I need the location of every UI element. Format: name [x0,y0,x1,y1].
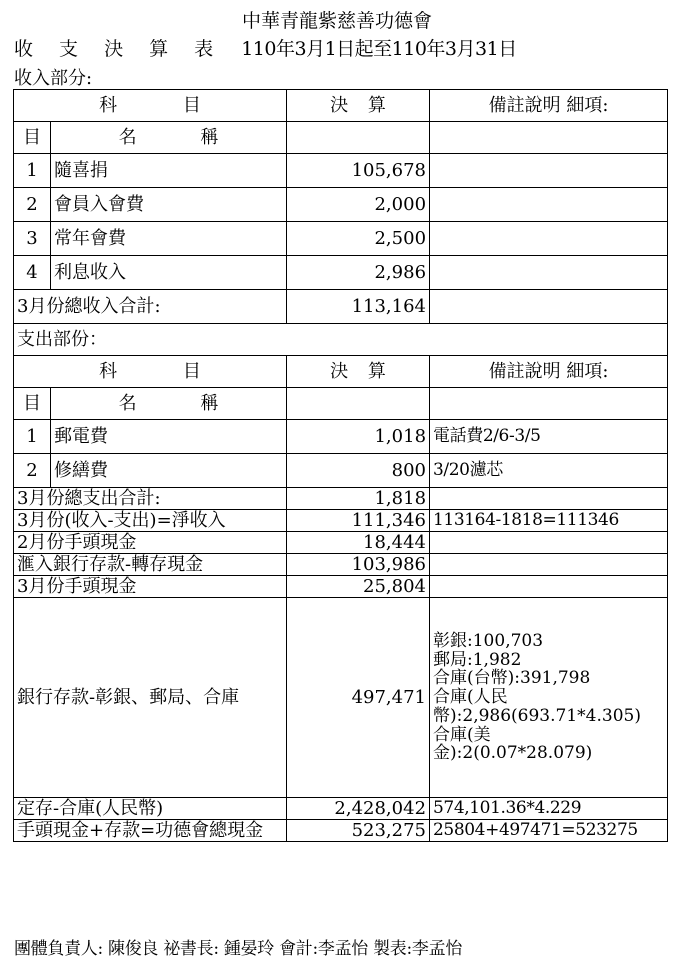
item-note: 電話費2/6-3/5 [430,420,668,454]
expense-subheader-row [14,388,668,420]
income-row [14,188,668,222]
summary-label: 3月份手頭現金 [14,576,287,598]
summary-label: 3月份總支出合計: [14,488,287,510]
income-total-label: 3月份總收入合計: [14,290,287,324]
item-no: 4 [14,256,51,290]
income-total-row [14,290,668,324]
report-headline [14,34,517,61]
empty-cell [287,122,430,154]
item-amount: 2,000 [287,188,430,222]
empty-cell [287,388,430,420]
summary-label: 2月份手頭現金 [14,532,287,554]
item-name: 郵電費 [51,420,287,454]
item-amount: 105,678 [287,154,430,188]
bank-label: 銀行存款-彰銀、郵局、合庫 [14,598,287,798]
item-no-header: 目 [14,388,51,420]
settlement-header: 決 算 [287,356,430,388]
item-note [430,256,668,290]
item-amount: 800 [287,454,430,488]
empty-cell [430,290,668,324]
item-no: 2 [14,454,51,488]
summary-amount: 111,346 [287,510,430,532]
item-name: 利息收入 [51,256,287,290]
final-amount: 2,428,042 [287,798,430,820]
income-header-row [14,90,668,122]
item-no: 1 [14,420,51,454]
summary-label: 滙入銀行存款-轉存現金 [14,554,287,576]
final-note: 25804+497471=523275 [430,820,668,842]
summary-row [14,532,668,554]
summary-row [14,510,668,532]
item-no: 1 [14,154,51,188]
bank-note-line: 合庫(美 [433,724,491,745]
final-label: 定存-合庫(人民幣) [14,798,287,820]
bank-note-line: 彰銀:100,703 [433,631,544,652]
summary-row [14,554,668,576]
final-note: 574,101.36*4.229 [430,798,668,820]
item-amount: 2,500 [287,222,430,256]
summary-note [430,532,668,554]
subject-header: 科 目 [14,90,287,122]
item-name-header: 名 稱 [51,122,287,154]
subject-header: 科 目 [14,356,287,388]
item-amount: 1,018 [287,420,430,454]
item-amount: 2,986 [287,256,430,290]
summary-row [14,576,668,598]
bank-note-line: 合庫(台幣):391,798 [433,668,591,689]
item-note [430,188,668,222]
item-name-header: 名 稱 [51,388,287,420]
expense-section-label: 支出部份： [14,324,668,356]
summary-row [14,488,668,510]
budget-table [13,89,668,842]
expense-header-row [14,356,668,388]
final-row [14,798,668,820]
bank-note-line: 郵局:1,982 [433,649,522,670]
item-name: 會員入會費 [51,188,287,222]
remarks-header: 備註說明 細項: [430,356,668,388]
signatories-footer: 團體負責人: 陳俊良 祕書長: 鍾晏玲 會計:李孟怡 製表:李孟怡 [14,939,463,959]
summary-note [430,488,668,510]
empty-cell [430,388,668,420]
item-note [430,222,668,256]
income-row [14,154,668,188]
final-amount: 523,275 [287,820,430,842]
bank-deposit-row [14,598,668,798]
empty-cell [430,122,668,154]
bank-note [430,598,668,798]
income-subheader-row [14,122,668,154]
item-name: 常年會費 [51,222,287,256]
item-no-header: 目 [14,122,51,154]
report-period: 110年3月1日起至110年3月31日 [241,38,517,60]
bank-note-line: 金):2(0.07*28.079) [433,743,593,764]
final-row [14,820,668,842]
summary-amount: 1,818 [287,488,430,510]
expense-row [14,454,668,488]
summary-note [430,576,668,598]
final-label: 手頭現金+存款=功德會總現金 [14,820,287,842]
summary-note: 113164-1818=111346 [430,510,668,532]
item-name: 隨喜捐 [51,154,287,188]
organization-name: 中華青龍紫慈善功德會 [241,10,432,32]
income-section-label: 收入部分: [14,68,93,89]
item-no: 2 [14,188,51,222]
bank-note-line: 幣):2,986(693.71*4.305) [433,705,641,726]
income-row [14,256,668,290]
summary-amount: 25,804 [287,576,430,598]
income-row [14,222,668,256]
item-name: 修繕費 [51,454,287,488]
expense-row [14,420,668,454]
summary-label: 3月份(收入-支出)=淨收入 [14,510,287,532]
income-total-amount: 113,164 [287,290,430,324]
settlement-header: 決 算 [287,90,430,122]
expense-section-row [14,324,668,356]
summary-amount: 103,986 [287,554,430,576]
bank-amount: 497,471 [287,598,430,798]
item-note [430,154,668,188]
bank-note-line: 合庫(人民 [433,687,508,708]
report-title: 收 支 決 算 表 [14,38,224,60]
summary-note [430,554,668,576]
summary-amount: 18,444 [287,532,430,554]
remarks-header: 備註說明 細項: [430,90,668,122]
item-no: 3 [14,222,51,256]
item-note: 3/20濾芯 [430,454,668,488]
